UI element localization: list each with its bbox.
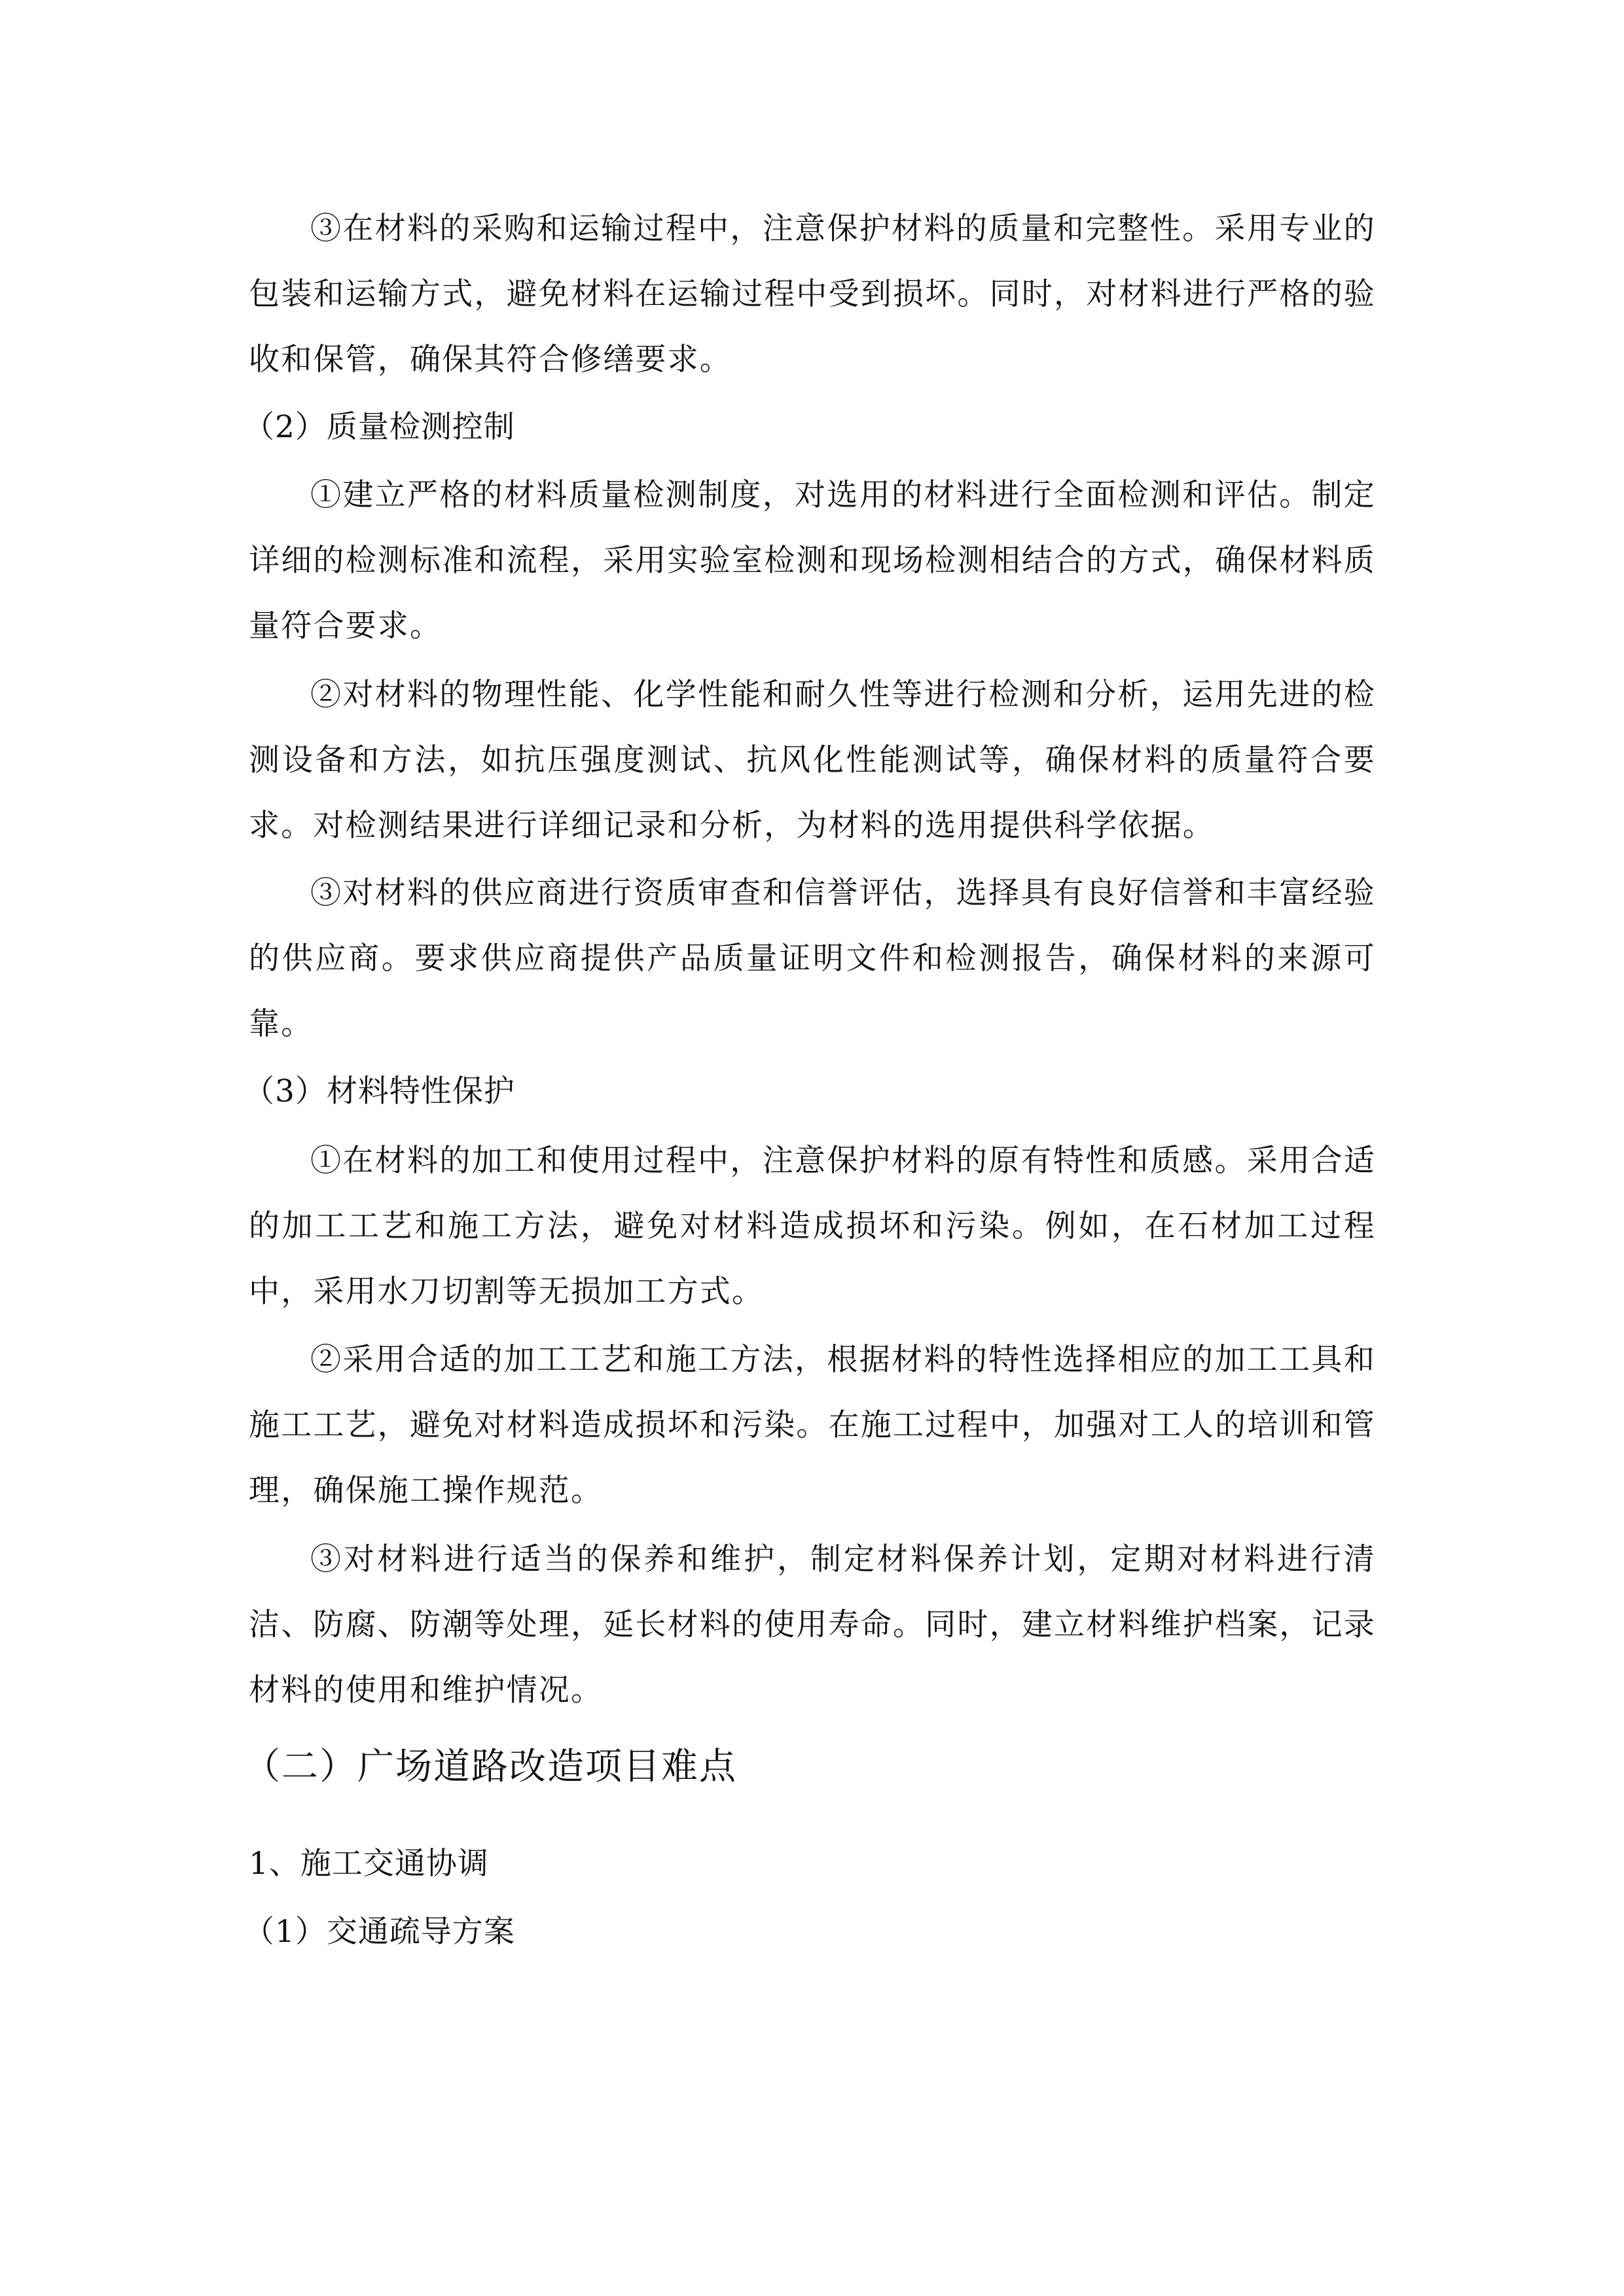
subsection-heading-traffic: 1、施工交通协调 bbox=[249, 1846, 489, 1882]
paragraph-supplier-review: ③对材料的供应商进行资质审查和信誉评估，选择具有良好信誉和丰富经验的供应商。要求供应商提供产品质量证明文件和检测报告，确保材料的来源可靠。 bbox=[249, 875, 1376, 1042]
subheading-material-protection: （3）材料特性保护 bbox=[244, 1073, 515, 1109]
paragraph-performance-testing: ②对材料的物理性能、化学性能和耐久性等进行检测和分析，运用先进的检测设备和方法，如抗压强度测试、抗风化性能测试等，确保材料的质量符合要求。对检测结果进行详细记录和分析，为材料的选用提供科学依据。 bbox=[249, 677, 1376, 844]
paragraph-material-procurement: ③在材料的采购和运输过程中，注意保护材料的质量和完整性。采用专业的包装和运输方式，避免材料在运输过程中受到损坏。同时，对材料进行严格的验收和保管，确保其符合修缮要求。 bbox=[249, 211, 1376, 378]
paragraph-processing-protection: ①在材料的加工和使用过程中，注意保护材料的原有特性和质感。采用合适的加工工艺和施工方法，避免对材料造成损坏和污染。例如，在石材加工过程中，采用水刀切割等无损加工方式。 bbox=[249, 1143, 1376, 1310]
section-heading-difficulties: （二）广场道路改造项目难点 bbox=[244, 1746, 737, 1788]
paragraph-construction-methods: ②采用合适的加工工艺和施工方法，根据材料的特性选择相应的加工工具和施工工艺，避免对材料造成损坏和污染。在施工过程中，加强对工人的培训和管理，确保施工操作规范。 bbox=[249, 1342, 1376, 1509]
paragraph-maintenance: ③对材料进行适当的保养和维护，制定材料保养计划，定期对材料进行清洁、防腐、防潮等处理，延长材料的使用寿命。同时，建立材料维护档案，记录材料的使用和维护情况。 bbox=[249, 1541, 1376, 1708]
subheading-quality-inspection: （2）质量检测控制 bbox=[244, 409, 515, 445]
subheading-traffic-plan: （1）交通疏导方案 bbox=[244, 1914, 515, 1950]
paragraph-inspection-system: ①建立严格的材料质量检测制度，对选用的材料进行全面检测和评估。制定详细的检测标准和流程，采用实验室检测和现场检测相结合的方式，确保材料质量符合要求。 bbox=[249, 477, 1376, 644]
